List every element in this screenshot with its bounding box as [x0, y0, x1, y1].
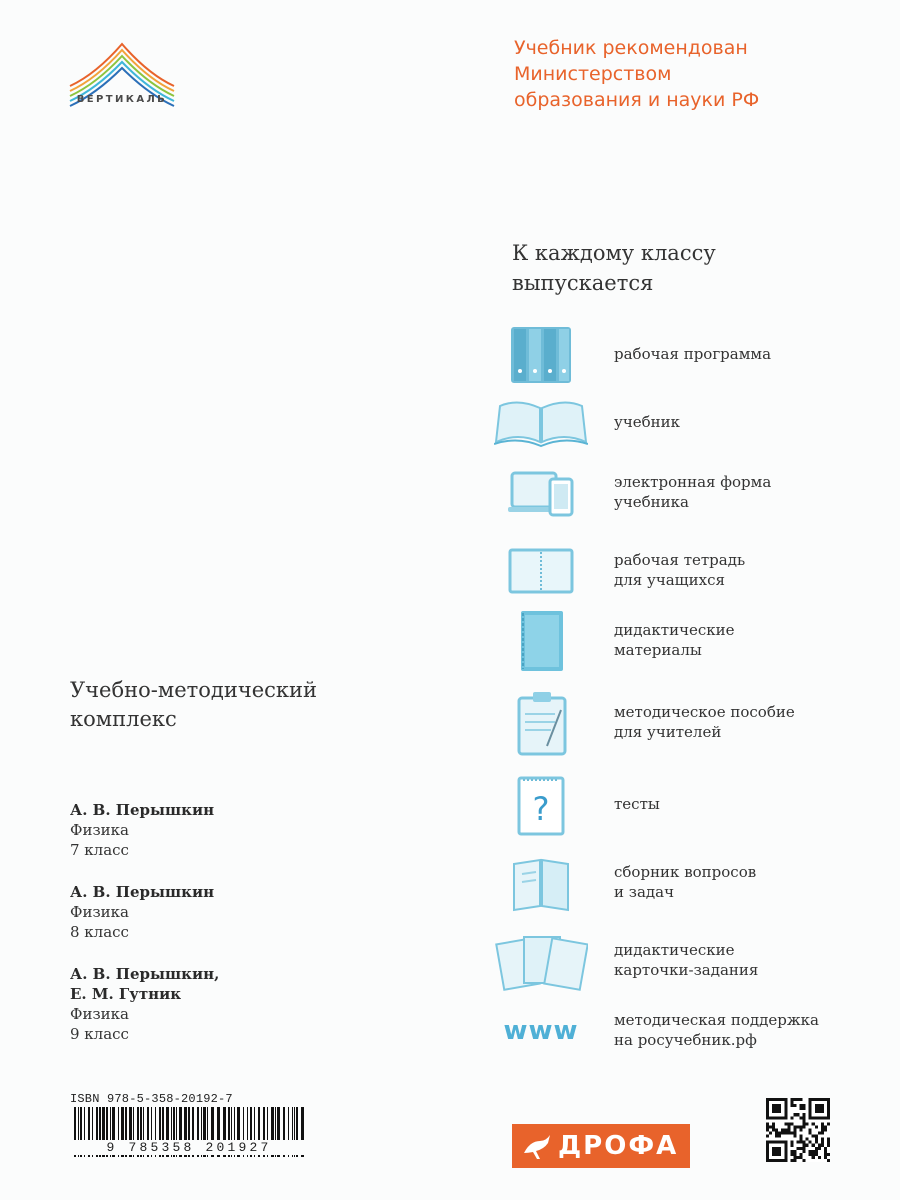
- qr-module: [815, 1147, 818, 1150]
- item-label: карточки-задания: [614, 961, 759, 979]
- qr-module: [784, 1147, 787, 1150]
- qr-module: [784, 1110, 787, 1113]
- qr-module: [784, 1098, 787, 1101]
- qr-module: [815, 1138, 818, 1141]
- qr-module: [821, 1125, 824, 1128]
- qr-module: [803, 1119, 806, 1122]
- qr-module: [803, 1104, 806, 1107]
- qr-module: [800, 1125, 803, 1128]
- qr-module: [778, 1107, 781, 1110]
- qr-module: [766, 1159, 769, 1162]
- qr-module: [800, 1098, 803, 1101]
- qr-module: [784, 1107, 787, 1110]
- qr-module: [818, 1104, 821, 1107]
- qr-module: [809, 1128, 812, 1131]
- qr-module: [818, 1156, 821, 1159]
- item-didactic-cards: [494, 930, 874, 990]
- qr-module: [806, 1144, 809, 1147]
- qr-module: [800, 1107, 803, 1110]
- qr-module: [803, 1107, 806, 1110]
- qr-module: [821, 1122, 824, 1125]
- qr-module: [803, 1113, 806, 1116]
- qr-module: [790, 1144, 793, 1147]
- notebook-icon: [494, 610, 588, 672]
- qr-module: [772, 1107, 775, 1110]
- qr-module: [772, 1116, 775, 1119]
- qr-module: [827, 1110, 830, 1113]
- qr-module: [784, 1122, 787, 1125]
- qr-module: [766, 1156, 769, 1159]
- book-author: Е. М. Гутник: [70, 985, 182, 1003]
- qr-module: [772, 1110, 775, 1113]
- qr-module: [775, 1098, 778, 1101]
- qr-module: [778, 1116, 781, 1119]
- item-teacher-manual: [494, 692, 874, 752]
- qr-module: [824, 1150, 827, 1153]
- qr-module: [812, 1144, 815, 1147]
- qr-module: [784, 1116, 787, 1119]
- recommendation-line: Учебник рекомендован: [514, 37, 748, 59]
- qr-module: [784, 1150, 787, 1153]
- qr-module: [781, 1132, 784, 1135]
- qr-module: [772, 1141, 775, 1144]
- qr-module: [809, 1141, 812, 1144]
- item-label: дидактические: [614, 621, 735, 639]
- qr-module: [775, 1147, 778, 1150]
- qr-module: [778, 1153, 781, 1156]
- qr-module: [766, 1135, 769, 1138]
- qr-module: [793, 1153, 796, 1156]
- qr-module: [824, 1156, 827, 1159]
- item-label: сборник вопросов: [614, 863, 757, 881]
- devices-icon: [494, 462, 588, 524]
- qr-module: [790, 1132, 793, 1135]
- item-didactic-materials: [494, 610, 874, 670]
- workbook-icon: [494, 540, 588, 602]
- qr-module: [766, 1153, 769, 1156]
- qr-module: [824, 1098, 827, 1101]
- qr-module: [827, 1144, 830, 1147]
- qr-module: [784, 1153, 787, 1156]
- barcode-digits: 9 785358 201927: [66, 1140, 312, 1155]
- qr-module: [815, 1141, 818, 1144]
- item-label: методическое пособие: [614, 703, 795, 721]
- qr-module: [772, 1104, 775, 1107]
- item-label: учебник: [614, 413, 681, 431]
- qr-module: [766, 1128, 769, 1131]
- issued-heading-line: К каждому классу: [512, 241, 716, 265]
- publisher-logo: [512, 1124, 690, 1168]
- qr-module: [766, 1113, 769, 1116]
- item-tests: [494, 774, 874, 834]
- qr-module: [775, 1150, 778, 1153]
- svg-text:?: ?: [532, 790, 550, 828]
- item-label: материалы: [614, 641, 702, 659]
- qr-module: [812, 1156, 815, 1159]
- qr-module: [815, 1098, 818, 1101]
- item-textbook: [494, 392, 874, 452]
- question-notepad-icon: [494, 774, 588, 836]
- book-grade: 7 класс: [70, 841, 129, 859]
- qr-module: [784, 1101, 787, 1104]
- qr-module: [793, 1132, 796, 1135]
- qr-module: [821, 1116, 824, 1119]
- qr-module: [781, 1098, 784, 1101]
- issued-heading-line: выпускается: [512, 271, 654, 295]
- qr-module: [815, 1153, 818, 1156]
- collection-book-icon: [494, 852, 588, 914]
- qr-module: [793, 1098, 796, 1101]
- qr-module: [815, 1107, 818, 1110]
- cards-icon: [494, 930, 588, 992]
- book-subject: Физика: [70, 1005, 129, 1023]
- qr-module: [766, 1110, 769, 1113]
- qr-module: [824, 1147, 827, 1150]
- qr-module: [803, 1122, 806, 1125]
- complex-title-line: комплекс: [70, 707, 177, 731]
- qr-module: [800, 1153, 803, 1156]
- item-label: дидактические: [614, 941, 735, 959]
- qr-module: [769, 1098, 772, 1101]
- qr-module: [775, 1153, 778, 1156]
- qr-module: [821, 1128, 824, 1131]
- qr-module: [818, 1098, 821, 1101]
- qr-module: [787, 1132, 790, 1135]
- qr-module: [803, 1144, 806, 1147]
- qr-module: [766, 1107, 769, 1110]
- qr-module: [809, 1132, 812, 1135]
- item-label: тесты: [614, 795, 660, 813]
- qr-module: [769, 1132, 772, 1135]
- qr-module: [827, 1098, 830, 1101]
- qr-module: [803, 1150, 806, 1153]
- qr-module: [766, 1116, 769, 1119]
- qr-module: [800, 1135, 803, 1138]
- qr-module: [778, 1110, 781, 1113]
- qr-module: [803, 1147, 806, 1150]
- book-author: А. В. Перышкин: [70, 883, 215, 901]
- qr-module: [796, 1125, 799, 1128]
- qr-module: [827, 1101, 830, 1104]
- qr-module: [778, 1159, 781, 1162]
- qr-module: [815, 1150, 818, 1153]
- qr-module: [809, 1116, 812, 1119]
- qr-module: [800, 1138, 803, 1141]
- qr-module: [787, 1128, 790, 1131]
- qr-module: [818, 1132, 821, 1135]
- qr-module: [818, 1147, 821, 1150]
- qr-module: [784, 1128, 787, 1131]
- qr-module: [766, 1101, 769, 1104]
- qr-module: [815, 1125, 818, 1128]
- qr-module: [790, 1101, 793, 1104]
- qr-module: [803, 1159, 806, 1162]
- www-icon-text: www: [503, 1016, 579, 1046]
- book-subject: Физика: [70, 903, 129, 921]
- qr-module: [812, 1153, 815, 1156]
- qr-module: [800, 1128, 803, 1131]
- recommendation-line: Министерством: [514, 63, 672, 85]
- qr-module: [790, 1150, 793, 1153]
- item-work-program: [494, 324, 874, 384]
- qr-module: [781, 1159, 784, 1162]
- qr-module: [769, 1141, 772, 1144]
- qr-code: [766, 1098, 830, 1162]
- qr-module: [778, 1147, 781, 1150]
- isbn-label: ISBN 978-5-358-20192-7: [70, 1092, 233, 1106]
- qr-module: [800, 1156, 803, 1159]
- publisher-name: ДРОФА: [558, 1131, 679, 1161]
- qr-module: [800, 1116, 803, 1119]
- qr-module: [778, 1135, 781, 1138]
- qr-module: [796, 1141, 799, 1144]
- qr-module: [827, 1141, 830, 1144]
- qr-module: [809, 1113, 812, 1116]
- qr-module: [781, 1116, 784, 1119]
- qr-module: [784, 1113, 787, 1116]
- item-workbook: [494, 540, 874, 600]
- item-label: рабочая тетрадь: [614, 551, 746, 569]
- item-electronic-form: [494, 462, 874, 522]
- qr-module: [766, 1104, 769, 1107]
- qr-module: [827, 1122, 830, 1125]
- issued-heading: [512, 238, 872, 298]
- qr-module: [766, 1122, 769, 1125]
- qr-module: [790, 1098, 793, 1101]
- qr-module: [784, 1159, 787, 1162]
- qr-module: [809, 1110, 812, 1113]
- book-physics-8: [70, 882, 370, 942]
- open-book-icon: [494, 392, 588, 454]
- qr-module: [790, 1122, 793, 1125]
- qr-module: [772, 1147, 775, 1150]
- qr-module: [812, 1135, 815, 1138]
- qr-module: [790, 1153, 793, 1156]
- qr-module: [775, 1132, 778, 1135]
- qr-module: [818, 1107, 821, 1110]
- qr-module: [827, 1113, 830, 1116]
- qr-module: [812, 1116, 815, 1119]
- qr-module: [821, 1144, 824, 1147]
- qr-module: [784, 1141, 787, 1144]
- recommendation-line: образования и науки РФ: [514, 89, 760, 111]
- qr-module: [778, 1150, 781, 1153]
- qr-module: [824, 1153, 827, 1156]
- qr-module: [827, 1116, 830, 1119]
- item-label: для учителей: [614, 723, 722, 741]
- qr-module: [766, 1147, 769, 1150]
- qr-module: [766, 1144, 769, 1147]
- item-label: для учащихся: [614, 571, 725, 589]
- item-problem-collection: [494, 852, 874, 912]
- qr-module: [784, 1104, 787, 1107]
- qr-module: [793, 1156, 796, 1159]
- qr-module: [827, 1138, 830, 1141]
- qr-module: [800, 1147, 803, 1150]
- qr-module: [775, 1159, 778, 1162]
- qr-module: [809, 1153, 812, 1156]
- qr-module: [775, 1135, 778, 1138]
- qr-module: [790, 1116, 793, 1119]
- qr-module: [772, 1150, 775, 1153]
- qr-module: [769, 1116, 772, 1119]
- qr-module: [772, 1125, 775, 1128]
- qr-module: [793, 1104, 796, 1107]
- qr-module: [812, 1122, 815, 1125]
- book-subject: Физика: [70, 821, 129, 839]
- qr-module: [772, 1128, 775, 1131]
- qr-module: [793, 1135, 796, 1138]
- qr-module: [778, 1132, 781, 1135]
- qr-module: [784, 1144, 787, 1147]
- qr-module: [778, 1141, 781, 1144]
- qr-module: [818, 1144, 821, 1147]
- qr-module: [778, 1104, 781, 1107]
- qr-module: [766, 1141, 769, 1144]
- qr-module: [796, 1113, 799, 1116]
- qr-module: [818, 1110, 821, 1113]
- qr-module: [766, 1098, 769, 1101]
- book-physics-9: [70, 964, 370, 1044]
- qr-module: [821, 1110, 824, 1113]
- qr-module: [772, 1159, 775, 1162]
- qr-module: [790, 1104, 793, 1107]
- qr-module: [781, 1128, 784, 1131]
- qr-module: [821, 1141, 824, 1144]
- qr-module: [793, 1113, 796, 1116]
- qr-module: [815, 1104, 818, 1107]
- qr-module: [784, 1156, 787, 1159]
- item-label: на росучебник.рф: [614, 1031, 757, 1049]
- item-label: учебника: [614, 493, 689, 511]
- qr-module: [784, 1132, 787, 1135]
- qr-module: [818, 1116, 821, 1119]
- qr-module: [800, 1104, 803, 1107]
- qr-module: [809, 1098, 812, 1101]
- qr-module: [787, 1125, 790, 1128]
- qr-module: [809, 1150, 812, 1153]
- item-label: электронная форма: [614, 473, 772, 491]
- item-label: рабочая программа: [614, 345, 772, 363]
- qr-module: [827, 1104, 830, 1107]
- qr-module: [790, 1159, 793, 1162]
- qr-module: [821, 1132, 824, 1135]
- qr-module: [812, 1098, 815, 1101]
- qr-module: [800, 1141, 803, 1144]
- qr-module: [769, 1159, 772, 1162]
- qr-module: [821, 1138, 824, 1141]
- qr-module: [821, 1107, 824, 1110]
- book-grade: 9 класс: [70, 1025, 129, 1043]
- qr-module: [809, 1104, 812, 1107]
- qr-module: [824, 1128, 827, 1131]
- qr-module: [809, 1101, 812, 1104]
- qr-module: [766, 1150, 769, 1153]
- qr-module: [827, 1107, 830, 1110]
- recommendation-note: [514, 35, 874, 113]
- binders-icon: [494, 324, 588, 386]
- qr-module: [772, 1153, 775, 1156]
- qr-module: [790, 1141, 793, 1144]
- qr-module: [772, 1122, 775, 1125]
- qr-module: [803, 1125, 806, 1128]
- complex-title-line: Учебно-методический: [70, 678, 318, 702]
- qr-module: [821, 1098, 824, 1101]
- qr-module: [796, 1147, 799, 1150]
- qr-module: [778, 1098, 781, 1101]
- qr-module: [775, 1116, 778, 1119]
- clipboard-icon: [494, 692, 588, 754]
- book-author: А. В. Перышкин,: [70, 965, 220, 983]
- qr-module: [793, 1159, 796, 1162]
- qr-module: [827, 1153, 830, 1156]
- qr-module: [769, 1125, 772, 1128]
- qr-module: [806, 1138, 809, 1141]
- qr-module: [809, 1107, 812, 1110]
- qr-module: [775, 1141, 778, 1144]
- qr-module: [775, 1110, 778, 1113]
- qr-module: [806, 1122, 809, 1125]
- qr-module: [796, 1156, 799, 1159]
- qr-module: [766, 1125, 769, 1128]
- qr-module: [781, 1141, 784, 1144]
- qr-module: [775, 1104, 778, 1107]
- qr-module: [772, 1098, 775, 1101]
- qr-module: [824, 1125, 827, 1128]
- book-author: А. В. Перышкин: [70, 801, 215, 819]
- qr-module: [796, 1098, 799, 1101]
- book-grade: 8 класс: [70, 923, 129, 941]
- book-physics-7: [70, 800, 370, 860]
- qr-module: [803, 1116, 806, 1119]
- www-icon: [494, 1000, 588, 1062]
- qr-module: [793, 1150, 796, 1153]
- qr-module: [824, 1116, 827, 1119]
- qr-module: [815, 1116, 818, 1119]
- qr-module: [815, 1135, 818, 1138]
- qr-module: [827, 1159, 830, 1162]
- qr-module: [793, 1125, 796, 1128]
- qr-module: [775, 1128, 778, 1131]
- series-logo-text: ВЕРТИКАЛЬ: [76, 94, 168, 105]
- qr-module: [812, 1150, 815, 1153]
- complex-title: [70, 676, 410, 734]
- qr-module: [803, 1141, 806, 1144]
- qr-module: [793, 1128, 796, 1131]
- qr-module: [775, 1107, 778, 1110]
- item-label: методическая поддержка: [614, 1011, 819, 1029]
- bustard-icon: [520, 1129, 554, 1163]
- qr-module: [787, 1122, 790, 1125]
- item-label: и задач: [614, 883, 674, 901]
- item-web-support: [494, 1000, 874, 1060]
- qr-module: [815, 1110, 818, 1113]
- qr-module: [821, 1104, 824, 1107]
